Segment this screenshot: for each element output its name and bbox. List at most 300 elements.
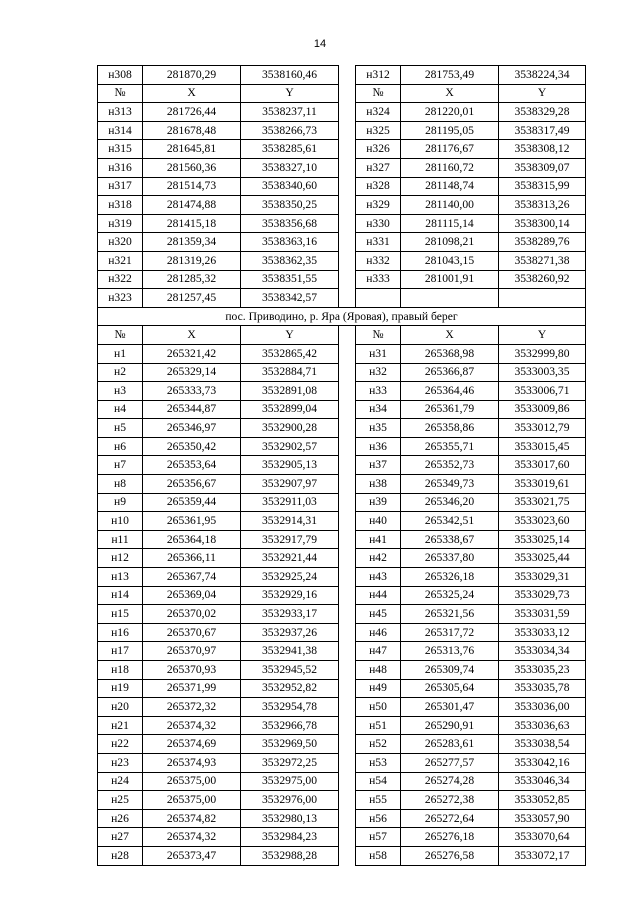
table-cell: н331 [356, 233, 401, 252]
table-cell: 281160,72 [401, 158, 499, 177]
table-cell: н31 [356, 344, 401, 363]
table-row [98, 586, 586, 605]
table-cell: 3538260,92 [499, 270, 586, 289]
column-gap [339, 605, 356, 624]
table-cell: 265317,72 [401, 623, 499, 642]
table-cell: 265305,64 [401, 679, 499, 698]
table-cell: 281043,15 [401, 251, 499, 270]
table-cell: 281257,45 [143, 289, 241, 308]
table-cell: 3532900,28 [241, 419, 339, 438]
column-gap [339, 382, 356, 401]
table-cell: 281148,74 [401, 177, 499, 196]
table-cell: 3538237,11 [241, 103, 339, 122]
table-cell: н3 [98, 382, 143, 401]
table-cell: 3533046,34 [499, 772, 586, 791]
table-cell: н47 [356, 642, 401, 661]
table-cell: 281645,81 [143, 140, 241, 159]
table-cell: 281474,88 [143, 196, 241, 215]
column-gap [339, 716, 356, 735]
table-cell: 265366,87 [401, 363, 499, 382]
table-cell: 265326,18 [401, 568, 499, 587]
header-x: X [143, 326, 241, 345]
table-cell: 3538160,46 [241, 66, 339, 85]
table-cell: н18 [98, 661, 143, 680]
header-y: Y [241, 326, 339, 345]
table-cell: 3538363,16 [241, 233, 339, 252]
table-row [98, 251, 586, 270]
column-gap [339, 549, 356, 568]
table-row [98, 103, 586, 122]
table-cell: н28 [98, 846, 143, 865]
header-num: № [98, 84, 143, 103]
column-gap [339, 809, 356, 828]
table-cell: 265353,64 [143, 456, 241, 475]
table-row [98, 363, 586, 382]
table-cell: н49 [356, 679, 401, 698]
table-row [98, 530, 586, 549]
table-cell: н13 [98, 568, 143, 587]
page-number: 14 [313, 38, 327, 50]
table-cell: н46 [356, 623, 401, 642]
table-cell: н44 [356, 586, 401, 605]
table-cell: н10 [98, 512, 143, 531]
column-gap [339, 456, 356, 475]
table-cell: 3533035,78 [499, 679, 586, 698]
table-cell: 3538356,68 [241, 214, 339, 233]
table-header-row [98, 84, 586, 103]
table-cell: 3532921,44 [241, 549, 339, 568]
table-cell: 3533012,79 [499, 419, 586, 438]
table-cell: 265364,18 [143, 530, 241, 549]
table-cell: н318 [98, 196, 143, 215]
table-cell: н57 [356, 828, 401, 847]
column-gap [339, 326, 356, 345]
table-cell: н38 [356, 475, 401, 494]
table-cell: н55 [356, 791, 401, 810]
table-cell: 3532899,04 [241, 400, 339, 419]
table-cell: 281140,00 [401, 196, 499, 215]
section-title: пос. Приводино, р. Яра (Яровая), правый берег [98, 307, 586, 326]
header-x: X [143, 84, 241, 103]
table-cell [356, 289, 401, 308]
table-cell: 265370,93 [143, 661, 241, 680]
table-cell: 3533070,64 [499, 828, 586, 847]
table-row [98, 809, 586, 828]
table-row [98, 568, 586, 587]
table-row [98, 605, 586, 624]
header-x: X [401, 326, 499, 345]
column-gap [339, 344, 356, 363]
table-cell: 265370,67 [143, 623, 241, 642]
header-y: Y [499, 326, 586, 345]
table-cell: н308 [98, 66, 143, 85]
table-cell: 3533029,31 [499, 568, 586, 587]
column-gap [339, 530, 356, 549]
table-cell: н33 [356, 382, 401, 401]
table-cell: 3532933,17 [241, 605, 339, 624]
column-gap [339, 493, 356, 512]
table-cell: н323 [98, 289, 143, 308]
table-cell: н21 [98, 716, 143, 735]
column-gap [339, 400, 356, 419]
table-row [98, 400, 586, 419]
table-cell: 281870,29 [143, 66, 241, 85]
table-cell: 3533029,73 [499, 586, 586, 605]
table-row [98, 791, 586, 810]
table-cell: н42 [356, 549, 401, 568]
table-cell: 265272,38 [401, 791, 499, 810]
table-cell: н313 [98, 103, 143, 122]
table-cell: 265375,00 [143, 772, 241, 791]
table-cell: 281678,48 [143, 121, 241, 140]
table-cell: 3532925,24 [241, 568, 339, 587]
table-cell: н325 [356, 121, 401, 140]
table-cell: 265350,42 [143, 437, 241, 456]
table-cell: 265374,69 [143, 735, 241, 754]
column-gap [339, 121, 356, 140]
table-cell: н319 [98, 214, 143, 233]
table-cell: 281098,21 [401, 233, 499, 252]
table-row [98, 512, 586, 531]
table-cell: 3538340,60 [241, 177, 339, 196]
table-cell: н37 [356, 456, 401, 475]
table-cell: н17 [98, 642, 143, 661]
column-gap [339, 177, 356, 196]
table-cell: 3533015,45 [499, 437, 586, 456]
table-cell: н332 [356, 251, 401, 270]
table-cell: 281176,67 [401, 140, 499, 159]
table-cell: 265342,51 [401, 512, 499, 531]
column-gap [339, 289, 356, 308]
column-gap [339, 158, 356, 177]
table-cell: 265346,97 [143, 419, 241, 438]
table-cell: 3532954,78 [241, 698, 339, 717]
coordinates-table [97, 65, 586, 866]
table-row [98, 177, 586, 196]
table-cell: 3532984,23 [241, 828, 339, 847]
table-cell: н53 [356, 753, 401, 772]
column-gap [339, 772, 356, 791]
table-cell: 3533003,35 [499, 363, 586, 382]
table-row [98, 623, 586, 642]
table-cell: 265309,74 [401, 661, 499, 680]
table-cell: 3538313,26 [499, 196, 586, 215]
table-cell: 3533017,60 [499, 456, 586, 475]
table-cell: 265366,11 [143, 549, 241, 568]
table-row [98, 214, 586, 233]
table-cell: н39 [356, 493, 401, 512]
table-row [98, 716, 586, 735]
column-gap [339, 846, 356, 865]
column-gap [339, 103, 356, 122]
table-row [98, 772, 586, 791]
table-cell: 3538285,61 [241, 140, 339, 159]
table-cell: 265337,80 [401, 549, 499, 568]
table-cell: 3533033,12 [499, 623, 586, 642]
table-cell: 265372,32 [143, 698, 241, 717]
table-cell: н320 [98, 233, 143, 252]
table-row [98, 642, 586, 661]
header-y: Y [241, 84, 339, 103]
table-cell: н19 [98, 679, 143, 698]
table-cell: 281195,05 [401, 121, 499, 140]
table-cell: 265272,64 [401, 809, 499, 828]
table-row [98, 233, 586, 252]
table-cell: 265276,18 [401, 828, 499, 847]
table-cell: 3538315,99 [499, 177, 586, 196]
table-cell [499, 289, 586, 308]
table-cell: 3532988,28 [241, 846, 339, 865]
table-cell: 265338,67 [401, 530, 499, 549]
table-cell: 265283,61 [401, 735, 499, 754]
header-num: № [356, 84, 401, 103]
table-cell: 3532865,42 [241, 344, 339, 363]
table-cell: 265375,00 [143, 791, 241, 810]
table-row [98, 437, 586, 456]
table-cell: 3532884,71 [241, 363, 339, 382]
table-cell: 3532917,79 [241, 530, 339, 549]
table-cell: 3532969,50 [241, 735, 339, 754]
table-cell: 3538342,57 [241, 289, 339, 308]
table-cell: 3532902,57 [241, 437, 339, 456]
table-cell: 265329,14 [143, 363, 241, 382]
table-cell: н327 [356, 158, 401, 177]
table-cell: 3532952,82 [241, 679, 339, 698]
table-cell: 3533035,23 [499, 661, 586, 680]
table-cell: 3532999,80 [499, 344, 586, 363]
table-cell: 3533036,00 [499, 698, 586, 717]
table-row [98, 289, 586, 308]
table-cell: 3538271,38 [499, 251, 586, 270]
table-cell: 265361,79 [401, 400, 499, 419]
table-cell: н315 [98, 140, 143, 159]
column-gap [339, 512, 356, 531]
table-cell: 265344,87 [143, 400, 241, 419]
table-cell: 265352,73 [401, 456, 499, 475]
table-row [98, 140, 586, 159]
table-cell: 3533038,54 [499, 735, 586, 754]
table-cell: 3533021,75 [499, 493, 586, 512]
table-cell: 3533019,61 [499, 475, 586, 494]
table-cell: 281359,34 [143, 233, 241, 252]
table-cell: 281285,32 [143, 270, 241, 289]
table-cell: н26 [98, 809, 143, 828]
table-row [98, 661, 586, 680]
table-cell: 3533052,85 [499, 791, 586, 810]
table-cell: 3532907,97 [241, 475, 339, 494]
column-gap [339, 698, 356, 717]
table-cell: 3533006,71 [499, 382, 586, 401]
table-row [98, 679, 586, 698]
table-cell: 265370,97 [143, 642, 241, 661]
table-cell: н52 [356, 735, 401, 754]
table-row [98, 66, 586, 85]
table-row [98, 846, 586, 865]
table-cell: н14 [98, 586, 143, 605]
column-gap [339, 735, 356, 754]
table-cell: н4 [98, 400, 143, 419]
table-cell: н32 [356, 363, 401, 382]
table-cell: н58 [356, 846, 401, 865]
column-gap [339, 270, 356, 289]
table-row [98, 828, 586, 847]
table-row [98, 698, 586, 717]
header-x: X [401, 84, 499, 103]
table-cell: 265274,28 [401, 772, 499, 791]
table-cell: 3533031,59 [499, 605, 586, 624]
table-row [98, 196, 586, 215]
table-cell: 3532929,16 [241, 586, 339, 605]
table-cell: н50 [356, 698, 401, 717]
table-cell: 281560,36 [143, 158, 241, 177]
table-cell: 3533042,16 [499, 753, 586, 772]
table-row [98, 344, 586, 363]
table-cell: н15 [98, 605, 143, 624]
table-row [98, 475, 586, 494]
table-cell: 3538289,76 [499, 233, 586, 252]
table-cell: 265346,20 [401, 493, 499, 512]
column-gap [339, 679, 356, 698]
table-cell: н8 [98, 475, 143, 494]
table-cell: н45 [356, 605, 401, 624]
table-cell: н329 [356, 196, 401, 215]
section-title-row [98, 307, 586, 326]
table-cell: 265374,82 [143, 809, 241, 828]
table-cell: 3532911,03 [241, 493, 339, 512]
table-cell: 3532980,13 [241, 809, 339, 828]
table-cell: 3538317,49 [499, 121, 586, 140]
table-cell: 3533057,90 [499, 809, 586, 828]
table-cell: 3532945,52 [241, 661, 339, 680]
table-cell [401, 289, 499, 308]
table-cell: 3538351,55 [241, 270, 339, 289]
table-cell: 3532891,08 [241, 382, 339, 401]
column-gap [339, 828, 356, 847]
table-cell: н25 [98, 791, 143, 810]
table-cell: 3538309,07 [499, 158, 586, 177]
column-gap [339, 753, 356, 772]
table-cell: 265355,71 [401, 437, 499, 456]
table-cell: н54 [356, 772, 401, 791]
table-cell: н40 [356, 512, 401, 531]
table-cell: 3532905,13 [241, 456, 339, 475]
table-cell: 3538362,35 [241, 251, 339, 270]
table-cell: н328 [356, 177, 401, 196]
column-gap [339, 196, 356, 215]
column-gap [339, 419, 356, 438]
table-cell: н16 [98, 623, 143, 642]
table-cell: н35 [356, 419, 401, 438]
table-cell: 3538308,12 [499, 140, 586, 159]
table-row [98, 549, 586, 568]
table-cell: 265361,95 [143, 512, 241, 531]
table-cell: н314 [98, 121, 143, 140]
table-cell: 3538329,28 [499, 103, 586, 122]
column-gap [339, 84, 356, 103]
table-row [98, 456, 586, 475]
table-cell: 265364,46 [401, 382, 499, 401]
table-cell: 265325,24 [401, 586, 499, 605]
table-cell: 265321,42 [143, 344, 241, 363]
header-num: № [98, 326, 143, 345]
table-cell: 3532914,31 [241, 512, 339, 531]
table-cell: 3532972,25 [241, 753, 339, 772]
table-cell: н7 [98, 456, 143, 475]
table-cell: н9 [98, 493, 143, 512]
table-cell: 3533034,34 [499, 642, 586, 661]
table-cell: 265301,47 [401, 698, 499, 717]
table-cell: 265370,02 [143, 605, 241, 624]
table-cell: 265373,47 [143, 846, 241, 865]
table-cell: 281319,26 [143, 251, 241, 270]
table-row [98, 735, 586, 754]
column-gap [339, 140, 356, 159]
column-gap [339, 661, 356, 680]
table-cell: н6 [98, 437, 143, 456]
table-cell: н20 [98, 698, 143, 717]
column-gap [339, 791, 356, 810]
column-gap [339, 214, 356, 233]
table-cell: 265374,32 [143, 716, 241, 735]
column-gap [339, 623, 356, 642]
table-cell: 281415,18 [143, 214, 241, 233]
column-gap [339, 437, 356, 456]
table-cell: н330 [356, 214, 401, 233]
table-cell: н312 [356, 66, 401, 85]
table-cell: 281115,14 [401, 214, 499, 233]
table-cell: н12 [98, 549, 143, 568]
table-cell: 265349,73 [401, 475, 499, 494]
header-y: Y [499, 84, 586, 103]
table-cell: 3533036,63 [499, 716, 586, 735]
table-row [98, 158, 586, 177]
table-cell: н36 [356, 437, 401, 456]
table-cell: 265277,57 [401, 753, 499, 772]
table-cell: 3532941,38 [241, 642, 339, 661]
table-cell: 3533023,60 [499, 512, 586, 531]
table-cell: 265313,76 [401, 642, 499, 661]
table-cell: 3533025,14 [499, 530, 586, 549]
table-cell: 3538327,10 [241, 158, 339, 177]
table-cell: н23 [98, 753, 143, 772]
table-cell: н48 [356, 661, 401, 680]
table-cell: 3533072,17 [499, 846, 586, 865]
table-cell: 3532937,26 [241, 623, 339, 642]
table-cell: 265356,67 [143, 475, 241, 494]
table-cell: н24 [98, 772, 143, 791]
table-cell: 265290,91 [401, 716, 499, 735]
table-cell: 3538266,73 [241, 121, 339, 140]
table-cell: 265358,86 [401, 419, 499, 438]
table-cell: н34 [356, 400, 401, 419]
column-gap [339, 233, 356, 252]
table-cell: н43 [356, 568, 401, 587]
table-cell: 3538350,25 [241, 196, 339, 215]
table-cell: 265369,04 [143, 586, 241, 605]
table-cell: 281514,73 [143, 177, 241, 196]
table-cell: 265367,74 [143, 568, 241, 587]
column-gap [339, 568, 356, 587]
table-row [98, 270, 586, 289]
table-header-row [98, 326, 586, 345]
table-cell: 281753,49 [401, 66, 499, 85]
table-cell: 265371,99 [143, 679, 241, 698]
column-gap [339, 363, 356, 382]
table-cell: 3533025,44 [499, 549, 586, 568]
table-cell: 3538300,14 [499, 214, 586, 233]
table-cell: н22 [98, 735, 143, 754]
table-cell: н333 [356, 270, 401, 289]
